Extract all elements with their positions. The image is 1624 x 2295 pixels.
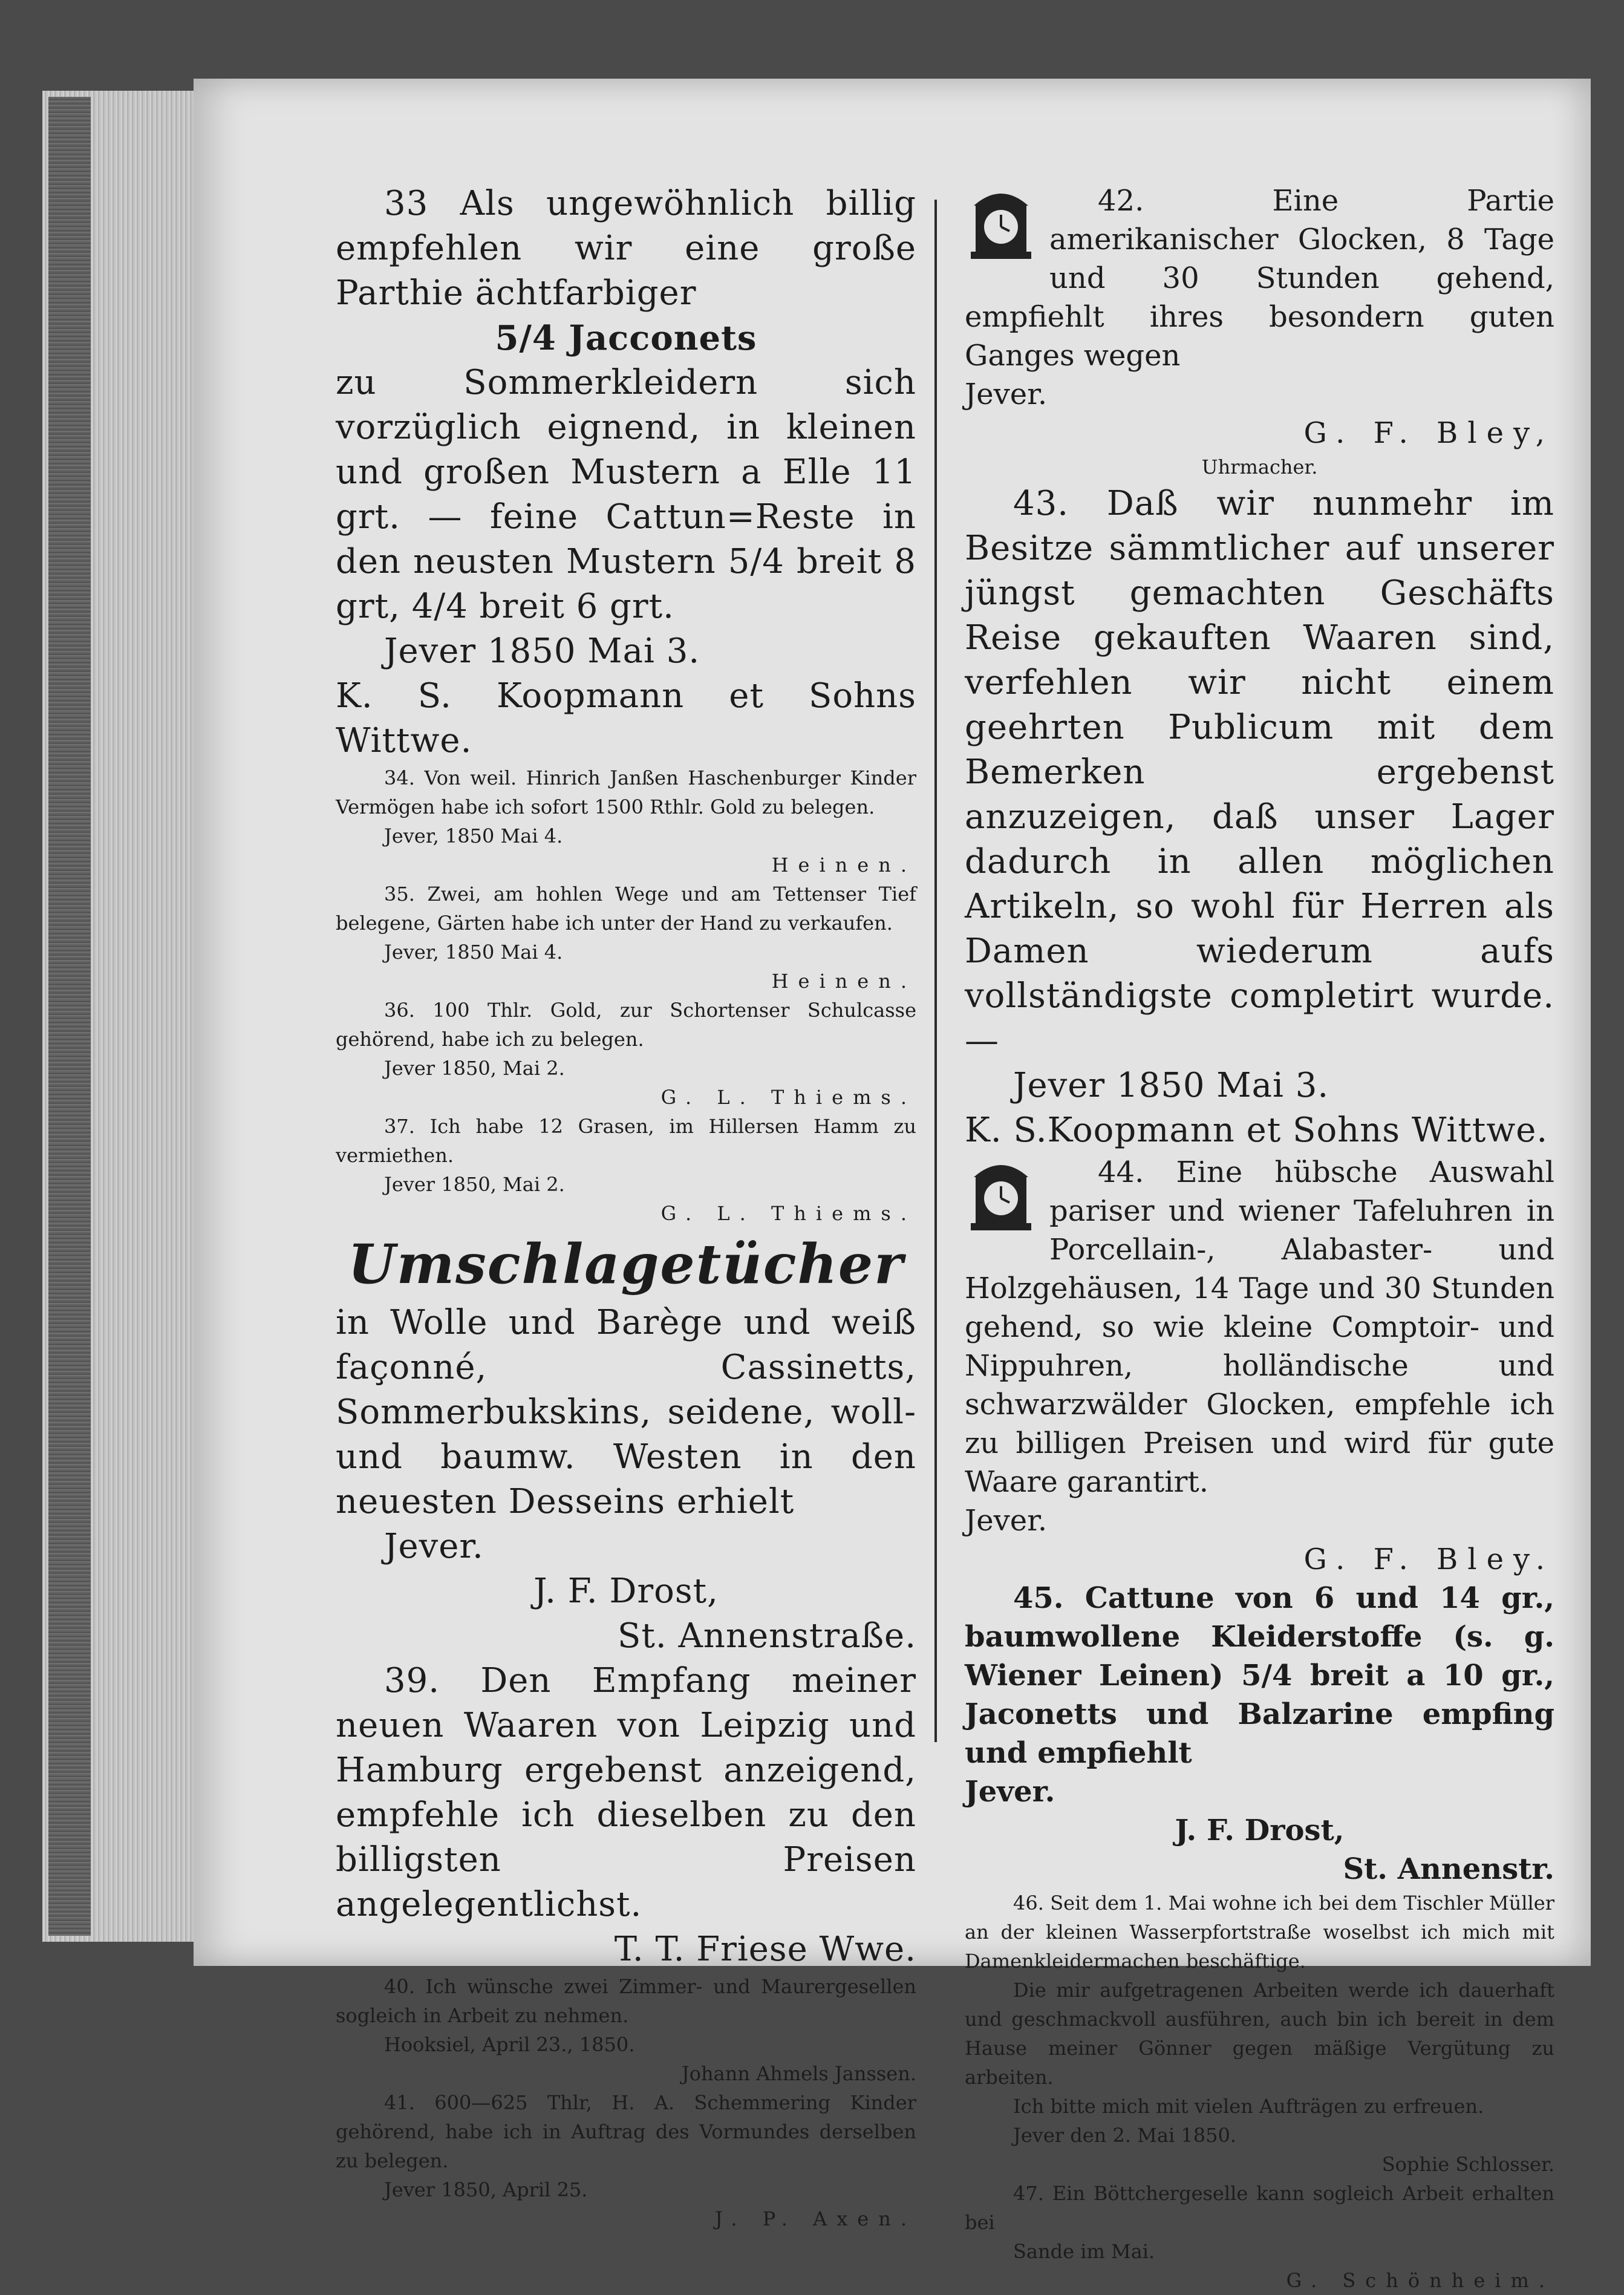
ad-47-signature: G. Schönheim. (1286, 2269, 1554, 2292)
clock-icon (965, 181, 1037, 260)
ad-38-signature: J. F. Drost, (533, 1572, 719, 1611)
ad-37-text: 37. Ich habe 12 Grasen, im Hillersen Hamm zu vermiethen. (336, 1115, 916, 1167)
ad-36-date: Jever 1850, Mai 2. (384, 1057, 565, 1080)
ad-34-signature: Heinen. (771, 854, 916, 877)
ad-47-place: Sande im Mai. (1013, 2240, 1155, 2263)
ad-45-signature: J. F. Drost, (1175, 1813, 1345, 1847)
ad-44-place: Jever. (965, 1504, 1048, 1538)
ad-45-place: Jever. (965, 1775, 1055, 1809)
ad-33-body: zu Sommerkleidern sich vorzüglich eignend, in kleinen und großen Mustern a Elle 11 grt. — feine Cattun=Reste in den neusten Mustern 5/4 breit 8 grt, 4/4 breit 6 grt. (336, 363, 916, 626)
ad-38-address: St. Annenstraße. (618, 1616, 916, 1656)
ad-42-text: 42. Eine Partie amerikanischer Glocken, 8 Tage und 30 Stunden gehend, empfiehlt ihres besondern guten Ganges wegen (965, 184, 1554, 373)
ad-40-date: Hooksiel, April 23., 1850. (384, 2033, 635, 2056)
ad-42 (965, 181, 1554, 482)
ad-41 (336, 2088, 916, 2233)
ad-41-text: 41. 600—625 Thlr, H. A. Schemmering Kinder gehörend, habe ich in Auftrag des Vormundes derselben zu belegen. (336, 2091, 916, 2172)
ad-45 (965, 1579, 1554, 1889)
ad-42-role: Uhrmacher. (1201, 455, 1318, 478)
ad-46 (965, 1889, 1554, 2179)
ad-40-signature: Johann Ahmels Janssen. (681, 2062, 916, 2085)
ad-44-text: 44. Eine hübsche Auswahl pariser und wiener Tafeluhren in Porcellain-, Alabaster- und Holzgehäusen, 14 Tage und 30 Stunden gehend, so wie kleine Comptoir- und Nippuhren, holländische und schwarzwälder Glocken, empfehle ich zu billigen Preisen und wird für gute Waare garantirt. (965, 1155, 1554, 1499)
ad-37 (336, 1112, 916, 1228)
ad-35 (336, 880, 916, 996)
ad-44-signature: G. F. Bley. (1303, 1543, 1554, 1576)
ad-41-date: Jever 1850, April 25. (384, 2178, 588, 2201)
right-column (965, 181, 1554, 2295)
ad-46-text-2: Die mir aufgetragenen Arbeiten werde ich dauerhaft und geschmackvoll ausführen, auch bin ich bereit in dem Hause meiner Gönner gegen mäßige Vergütung zu arbeiten. (965, 1979, 1554, 2089)
ad-35-text: 35. Zwei, am hohlen Wege und am Tettenser Tief belegene, Gärten habe ich unter der Hand zu verkaufen. (336, 883, 916, 935)
ad-47 (965, 2179, 1554, 2295)
ad-43-text: 43. Daß wir nunmehr im Besitze sämmtlicher auf unserer jüngst gemachten Geschäfts Reise gekauften Waaren sind, verfehlen wir nicht einem geehrten Publicum mit dem Bemerken ergebenst anzuzeigen, daß unser Lager dadurch in allen möglichen Artikeln, so wohl für Herren als Damen wiederum aufs vollständigste completirt wurde. — (965, 484, 1554, 1060)
ad-36-text: 36. 100 Thlr. Gold, zur Schortenser Schulcasse gehörend, habe ich zu belegen. (336, 999, 916, 1051)
ad-40-text: 40. Ich wünsche zwei Zimmer- und Maurergesellen sogleich in Arbeit zu nehmen. (336, 1975, 916, 2027)
ad-33 (336, 181, 916, 763)
book-spine (48, 97, 91, 1936)
ad-45-text: 45. Cattune von 6 und 14 gr., baumwollene Kleiderstoffe (s. g. Wiener Leinen) 5/4 breit a 10 gr., Jaconetts und Balzarine empfing und empfiehlt (965, 1581, 1554, 1770)
ad-39-text: 39. Den Empfang meiner neuen Waaren von Leipzig und Hamburg ergebenst anzeigend, empfehle ich dieselben zu den billigsten Preisen angelegentlichst. (336, 1661, 916, 1924)
ad-36-signature: G. L. Thiems. (660, 1086, 916, 1109)
ad-46-signature: Sophie Schlosser. (1381, 2153, 1554, 2176)
ad-34 (336, 763, 916, 880)
ad-34-text: 34. Von weil. Hinrich Janßen Haschenburger Kinder Vermögen habe ich sofort 1500 Rthlr. Gold zu belegen. (336, 766, 916, 818)
ad-44 (965, 1153, 1554, 1579)
ad-35-date: Jever, 1850 Mai 4. (384, 941, 563, 964)
ad-45-address: St. Annenstr. (1343, 1852, 1554, 1886)
ad-38-text: in Wolle und Barège und weiß façonné, Cassinetts, Sommerbukskins, seidene, woll- und baumw. Westen in den neuesten Desseins erhielt (336, 1303, 916, 1521)
ad-35-signature: Heinen. (771, 970, 916, 993)
ad-47-text: 47. Ein Böttchergeselle kann sogleich Arbeit erhalten bei (965, 2182, 1554, 2234)
ad-33-date: Jever 1850 Mai 3. (384, 632, 700, 671)
ad-39-signature: T. T. Friese Wwe. (614, 1930, 916, 1969)
ad-39 (336, 1659, 916, 1972)
ad-38-title: Umschlagetücher (348, 1232, 904, 1296)
ad-37-signature: G. L. Thiems. (660, 1202, 916, 1225)
ad-40 (336, 1972, 916, 2088)
ad-38-place: Jever. (384, 1527, 484, 1566)
column-divider (934, 200, 937, 1742)
ad-36 (336, 996, 916, 1112)
ad-46-text-1: 46. Seit dem 1. Mai wohne ich bei dem Tischler Müller an der kleinen Wasserpfortstraße woselbst ich mich mit Damenkleidermachen beschäftige. (965, 1892, 1554, 1973)
ad-42-signature: G. F. Bley, (1303, 416, 1554, 450)
ad-43 (965, 482, 1554, 1153)
ad-37-date: Jever 1850, Mai 2. (384, 1173, 565, 1196)
ad-42-place: Jever. (965, 377, 1048, 411)
clock-icon (965, 1153, 1037, 1232)
ad-43-date: Jever 1850 Mai 3. (1013, 1066, 1329, 1105)
ad-33-signature: K. S. Koopmann et Sohns Wittwe. (336, 676, 916, 760)
ad-46-date: Jever den 2. Mai 1850. (1013, 2124, 1237, 2147)
ad-38 (336, 1228, 916, 1659)
left-column (336, 181, 916, 2233)
ad-33-product: 5/4 Jacconets (495, 318, 757, 358)
ad-41-signature: J. P. Axen. (715, 2207, 916, 2230)
ad-34-date: Jever, 1850 Mai 4. (384, 824, 563, 847)
ad-46-text-3: Ich bitte mich mit vielen Aufträgen zu erfreuen. (1013, 2095, 1484, 2118)
ad-43-signature: K. S.Koopmann et Sohns Wittwe. (965, 1111, 1548, 1150)
ad-33-intro: 33 Als ungewöhnlich billig empfehlen wir eine große Parthie ächtfarbiger (336, 184, 916, 313)
